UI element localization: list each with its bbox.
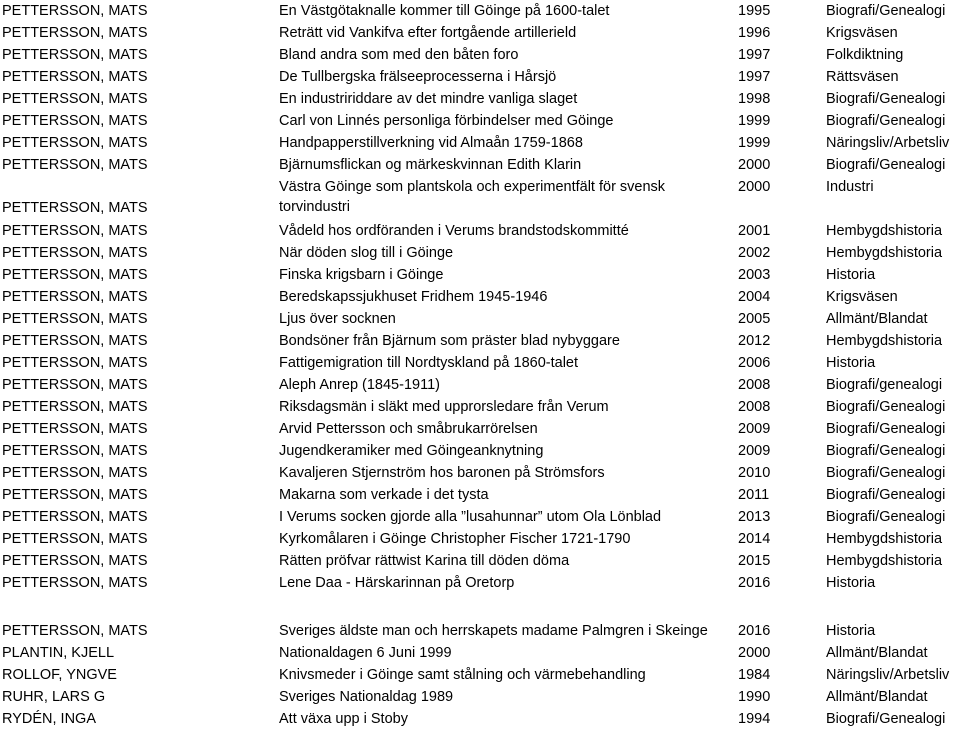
category-cell: Allmänt/Blandat (826, 645, 928, 661)
year-cell: 2011 (738, 487, 770, 503)
year-cell: 1994 (738, 711, 771, 727)
year-cell: 2000 (738, 179, 771, 195)
title-cell: En industririddare av det mindre vanliga slaget (279, 91, 578, 107)
title-cell: Kavaljeren Stjernström hos baronen på Strömsfors (279, 465, 605, 481)
title-cell: Bjärnumsflickan og märkeskvinnan Edith Klarin (279, 157, 582, 173)
year-cell: 2000 (738, 645, 771, 661)
author-cell: PETTERSSON, MATS (2, 487, 148, 503)
year-cell: 1997 (738, 47, 771, 63)
table-row (0, 419, 960, 439)
category-cell: Allmänt/Blandat (826, 311, 928, 327)
table-row (0, 507, 960, 527)
author-cell: PETTERSSON, MATS (2, 223, 148, 239)
author-cell: PETTERSSON, MATS (2, 333, 148, 349)
title-cell: De Tullbergska frälseeprocesserna i Hårsjö (279, 69, 557, 85)
author-cell: PETTERSSON, MATS (2, 267, 148, 283)
title-cell: Sveriges Nationaldag 1989 (279, 689, 454, 705)
category-cell: Biografi/Genealogi (826, 3, 946, 19)
table-row (0, 287, 960, 307)
table-row (0, 573, 960, 593)
table-row (0, 23, 960, 43)
title-cell: Finska krigsbarn i Göinge (279, 267, 444, 283)
category-cell: Hembygdshistoria (826, 223, 943, 239)
year-cell: 1997 (738, 69, 771, 85)
category-cell: Industri (826, 179, 874, 195)
year-cell: 2004 (738, 289, 771, 305)
table-row (0, 529, 960, 549)
table-row (0, 397, 960, 417)
title-cell: När döden slog till i Göinge (279, 245, 454, 261)
table-row (0, 89, 960, 109)
table-row (0, 353, 960, 373)
table-row (0, 463, 960, 483)
category-cell: Näringsliv/Arbetsliv (826, 667, 950, 683)
author-cell: PETTERSSON, MATS (2, 200, 148, 216)
category-cell: Biografi/Genealogi (826, 91, 946, 107)
category-cell: Biografi/Genealogi (826, 113, 946, 129)
table-row (0, 441, 960, 461)
year-cell: 2015 (738, 553, 771, 569)
author-cell: PETTERSSON, MATS (2, 553, 148, 569)
author-cell: PETTERSSON, MATS (2, 399, 148, 415)
category-cell: Hembygdshistoria (826, 531, 943, 547)
category-cell: Hembygdshistoria (826, 333, 943, 349)
author-cell: PETTERSSON, MATS (2, 465, 148, 481)
table-row (0, 665, 960, 685)
year-cell: 2006 (738, 355, 771, 371)
year-cell: 1999 (738, 113, 771, 129)
table-row (0, 221, 960, 241)
year-cell: 1995 (738, 3, 771, 19)
year-cell: 1990 (738, 689, 771, 705)
table-row (0, 133, 960, 153)
author-cell: PETTERSSON, MATS (2, 377, 148, 393)
table-row (0, 643, 960, 663)
title-cell: Bondsöner från Bjärnum som präster blad nybyggare (279, 333, 620, 349)
table-row (0, 485, 960, 505)
title-cell: Beredskapssjukhuset Fridhem 1945-1946 (279, 289, 548, 305)
category-cell: Historia (826, 267, 876, 283)
title-cell: Reträtt vid Vankifva efter fortgående artillerield (279, 25, 577, 41)
year-cell: 2005 (738, 311, 771, 327)
author-cell: PETTERSSON, MATS (2, 531, 148, 547)
category-cell: Historia (826, 355, 876, 371)
year-cell: 2009 (738, 443, 771, 459)
table-row (0, 111, 960, 131)
table-row (0, 687, 960, 707)
title-cell: Västra Göinge som plantskola och experimentfält för svensk torvindustri (279, 179, 666, 215)
author-cell: PETTERSSON, MATS (2, 91, 148, 107)
title-cell: Arvid Pettersson och småbrukarrörelsen (279, 421, 538, 437)
category-cell: Biografi/Genealogi (826, 509, 946, 525)
title-cell: Aleph Anrep (1845-1911) (279, 377, 440, 393)
year-cell: 1984 (738, 667, 771, 683)
author-cell: PETTERSSON, MATS (2, 443, 148, 459)
table-row (0, 1, 960, 21)
title-cell: Rätten pröfvar rättwist Karina till döden döma (279, 553, 570, 569)
year-cell: 2008 (738, 399, 771, 415)
title-cell: Ljus över socknen (279, 311, 396, 327)
author-cell: PETTERSSON, MATS (2, 245, 148, 261)
author-cell: PETTERSSON, MATS (2, 509, 148, 525)
year-cell: 2016 (738, 575, 771, 591)
year-cell: 2016 (738, 623, 771, 639)
category-cell: Krigsväsen (826, 289, 898, 305)
author-cell: PETTERSSON, MATS (2, 113, 148, 129)
title-cell: Carl von Linnés personliga förbindelser med Göinge (279, 113, 614, 129)
category-cell: Folkdiktning (826, 47, 904, 63)
title-cell: Att växa upp i Stoby (279, 711, 408, 727)
author-cell: PETTERSSON, MATS (2, 135, 148, 151)
author-cell: PETTERSSON, MATS (2, 623, 148, 639)
author-cell: PETTERSSON, MATS (2, 25, 148, 41)
category-cell: Biografi/Genealogi (826, 399, 946, 415)
table-row (0, 265, 960, 285)
category-cell: Rättsväsen (826, 69, 899, 85)
category-cell: Hembygdshistoria (826, 245, 943, 261)
year-cell: 2002 (738, 245, 771, 261)
title-cell: I Verums socken gjorde alla ”lusahunnar” utom Ola Lönblad (279, 509, 662, 525)
author-cell: ROLLOF, YNGVE (2, 667, 117, 683)
author-cell: PETTERSSON, MATS (2, 3, 148, 19)
category-cell: Allmänt/Blandat (826, 689, 928, 705)
year-cell: 2008 (738, 377, 771, 393)
category-cell: Näringsliv/Arbetsliv (826, 135, 950, 151)
title-cell: Makarna som verkade i det tysta (279, 487, 489, 503)
title-cell: En Västgötaknalle kommer till Göinge på 1600-talet (279, 3, 610, 19)
category-cell: Biografi/genealogi (826, 377, 943, 393)
author-cell: PETTERSSON, MATS (2, 157, 148, 173)
title-cell: Kyrkomålaren i Göinge Christopher Fischer 1721-1790 (279, 531, 631, 547)
author-cell: PLANTIN, KJELL (2, 645, 115, 661)
author-cell: PETTERSSON, MATS (2, 289, 148, 305)
author-cell: PETTERSSON, MATS (2, 421, 148, 437)
category-cell: Biografi/Genealogi (826, 421, 946, 437)
year-cell: 1998 (738, 91, 771, 107)
year-cell: 2010 (738, 465, 771, 481)
title-cell: Vådeld hos ordföranden i Verums brandstodskommitté (279, 223, 629, 239)
title-cell: Nationaldagen 6 Juni 1999 (279, 645, 452, 661)
author-cell: RUHR, LARS G (2, 689, 106, 705)
author-cell: PETTERSSON, MATS (2, 311, 148, 327)
category-cell: Krigsväsen (826, 25, 898, 41)
table-row (0, 709, 960, 729)
table-row (0, 155, 960, 175)
author-cell: PETTERSSON, MATS (2, 575, 148, 591)
table-row (0, 309, 960, 329)
year-cell: 1996 (738, 25, 771, 41)
year-cell: 2013 (738, 509, 771, 525)
year-cell: 2000 (738, 157, 771, 173)
category-cell: Biografi/Genealogi (826, 487, 946, 503)
category-cell: Biografi/Genealogi (826, 711, 946, 727)
title-cell: Knivsmeder i Göinge samt stålning och värmebehandling (279, 667, 646, 683)
author-cell: PETTERSSON, MATS (2, 47, 148, 63)
title-cell: Sveriges äldste man och herrskapets madame Palmgren i Skeinge (279, 623, 708, 639)
table-row (0, 551, 960, 571)
year-cell: 1999 (738, 135, 771, 151)
year-cell: 2014 (738, 531, 771, 547)
table-row (0, 375, 960, 395)
title-cell: Bland andra som med den båten foro (279, 47, 519, 63)
category-cell: Biografi/Genealogi (826, 465, 946, 481)
year-cell: 2012 (738, 333, 771, 349)
year-cell: 2001 (738, 223, 771, 239)
title-cell: Riksdagsmän i släkt med upprorsledare från Verum (279, 399, 609, 415)
year-cell: 2003 (738, 267, 771, 283)
author-cell: RYDÉN, INGA (2, 711, 97, 727)
category-cell: Historia (826, 623, 876, 639)
table-row (0, 67, 960, 87)
year-cell: 2009 (738, 421, 771, 437)
category-cell: Biografi/Genealogi (826, 157, 946, 173)
table-row (0, 621, 960, 641)
title-cell: Jugendkeramiker med Göingeanknytning (279, 443, 544, 459)
title-cell: Lene Daa - Härskarinnan på Oretorp (279, 575, 515, 591)
category-cell: Hembygdshistoria (826, 553, 943, 569)
table-row (0, 243, 960, 263)
table-row (0, 177, 960, 219)
author-cell: PETTERSSON, MATS (2, 69, 148, 85)
category-cell: Historia (826, 575, 876, 591)
author-cell: PETTERSSON, MATS (2, 355, 148, 371)
category-cell: Biografi/Genealogi (826, 443, 946, 459)
table-row (0, 45, 960, 65)
title-cell: Handpapperstillverkning vid Almaån 1759-1868 (279, 135, 583, 151)
title-cell: Fattigemigration till Nordtyskland på 1860-talet (279, 355, 579, 371)
table-row (0, 331, 960, 351)
